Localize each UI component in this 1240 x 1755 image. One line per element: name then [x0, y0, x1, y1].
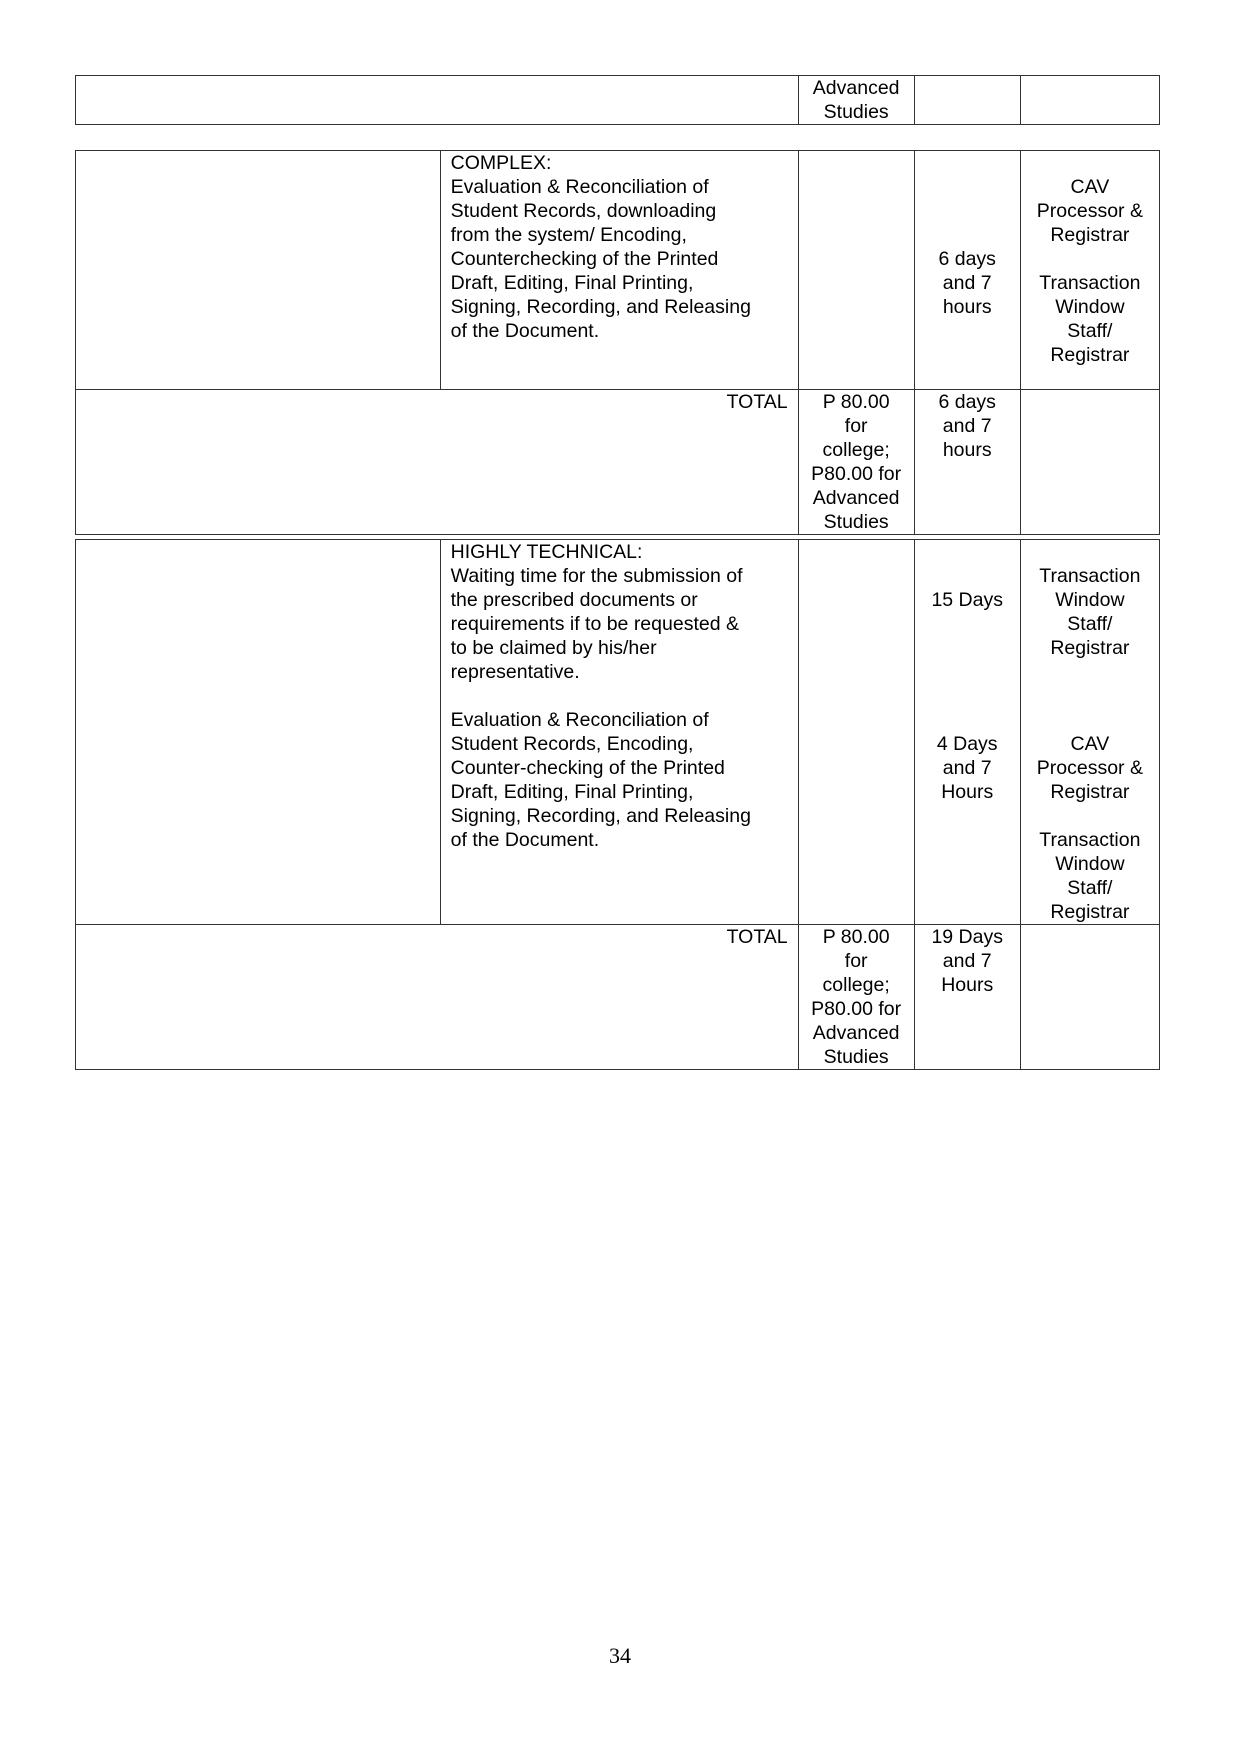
- total-fee: P 80.00 for college; P80.00 for Advanced Studies: [798, 390, 914, 535]
- process-cell: [440, 151, 798, 390]
- complex-person-b: Transaction Window Staff/ Registrar: [1039, 272, 1141, 366]
- highly-technical-step2: Evaluation & Reconciliation of Student Records, Encoding, Counter-checking of the Printed Draft, Editing, Final Printing, Signing, Recording, and Releasing of the Document.: [450, 709, 751, 851]
- total-label: TOTAL: [76, 925, 799, 1070]
- highly-technical-time2: 4 Days and 7 Hours: [936, 733, 998, 803]
- total-person: [1020, 390, 1159, 535]
- fee-cell: [798, 540, 914, 925]
- total-time: 6 days and 7 hours: [914, 390, 1020, 535]
- highly-technical-person2a: CAV Processor & Registrar: [1036, 733, 1143, 803]
- highly-technical-step1: Waiting time for the submission of the prescribed documents or requirements if to be requested & to be claimed by his/her representative.: [450, 565, 743, 683]
- complex-person-a: CAV Processor & Registrar: [1036, 176, 1143, 246]
- person-cell: [1020, 76, 1159, 125]
- table-row: [76, 76, 1160, 125]
- fee-cell: [798, 151, 914, 390]
- total-fee: P 80.00 for college; P80.00 for Advanced Studies: [798, 925, 914, 1070]
- total-label: TOTAL: [76, 390, 799, 535]
- highly-technical-time1: 15 Days: [931, 589, 1003, 611]
- highly-technical-person2b: Transaction Window Staff/ Registrar: [1039, 829, 1141, 923]
- highly-technical-person1: Transaction Window Staff/ Registrar: [1039, 565, 1141, 659]
- highly-technical-heading: HIGHLY TECHNICAL:: [450, 541, 643, 563]
- time-cell: [914, 540, 1020, 925]
- table-complex: [75, 150, 1160, 535]
- complex-description: Evaluation & Reconciliation of Student Records, downloading from the system/ Encoding, Counterchecking of the Printed Draft, Editing, Final Printing, Signing, Recording, and Releasing of the Document.: [450, 176, 751, 342]
- time-cell: [914, 151, 1020, 390]
- process-cell: [440, 540, 798, 925]
- page-number: 34: [609, 1643, 631, 1668]
- person-cell: [1020, 151, 1159, 390]
- total-row: [76, 925, 1160, 1070]
- person-cell: [1020, 540, 1159, 925]
- total-row: [76, 390, 1160, 535]
- total-time: 19 Days and 7 Hours: [914, 925, 1020, 1070]
- table-continuation: [75, 75, 1160, 125]
- table-row: [76, 540, 1160, 925]
- total-person: [1020, 925, 1159, 1070]
- complex-time: 6 days and 7 hours: [938, 248, 996, 318]
- empty-cell: [76, 540, 441, 925]
- empty-cell: [76, 76, 799, 125]
- fee-cell: Advanced Studies: [798, 76, 914, 125]
- empty-cell: [76, 151, 441, 390]
- time-cell: [914, 76, 1020, 125]
- table-row: [76, 151, 1160, 390]
- table-highly-technical: [75, 539, 1160, 1070]
- complex-heading: COMPLEX:: [450, 152, 552, 174]
